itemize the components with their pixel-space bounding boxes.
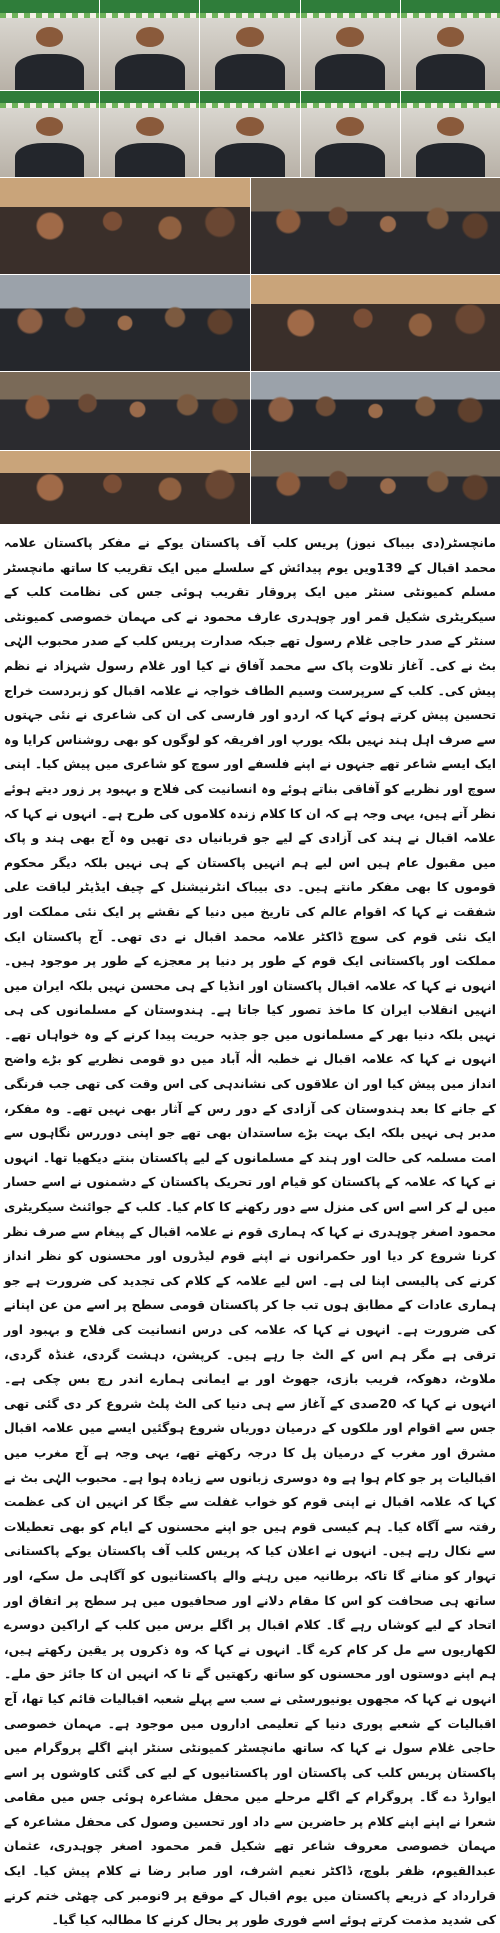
event-photo-collage	[0, 0, 500, 524]
photo-speaker	[200, 0, 300, 90]
photo-row-audience	[0, 372, 500, 450]
photo-row-audience	[0, 451, 500, 524]
photo-row-speakers	[0, 91, 500, 177]
article-body: مانچسٹر(دی بیباک نیوز) پریس کلب آف پاکستان یوکے نے مفکر پاکستان علامہ محمد اقبال کے 139ویں یوم پیدائش کے سلسلے میں ایک تقریب کا ساتھ مانچسٹر مسلم کمیونٹی سنٹر میں ایک پروقار تقریب ہوئی جس کی نظامت کلب کے سیکریٹری شکیل قمر اور چوہدری عارف محمود نے کی مہمان خصوصی کمیونٹی سنٹر کے صدر حاجی غلام رسول تھے جبکہ صدارت پریس کلب کے صدر محبوب الہٰی بٹ نے کی۔ آغاز تلاوت پاک سے محمد آفاق نے کیا اور غلام رسول شہزاد نے نظم پیش کی۔ کلب کے سرپرست وسیم الطاف خواجہ نے علامہ اقبال کو زبردست خراج تحسین پیش کرتے ہوئے کہا کہ اردو اور فارسی کی ان کی شاعری نے نئی جہتوں سے صرف اہل ہند نہیں بلکہ یورپ اور افریقہ کو لوگوں کو بھی روشناس کرایا وہ ایک ایسے شاعر تھے جنہوں نے اپنے فلسفے اور سوچ کو شاعری میں پیش کیا۔ اپنی سوچ اور نظریے کو آفاقی بناتے ہوئے وہ انسانیت کی فلاح و بہبود پر زور دیتے ہوئے نظر آتے ہیں، یہی وجہ ہے کہ ان کا کلام زندہ کلاموں کی طرح ہے۔ انہوں نے کہا کہ علامہ اقبال نے ہند کی آزادی کے لیے جو قربانیاں دی تھیں وہ آج بھی ہند و پاک میں مقبول عام ہیں اس لیے ہم انہیں پاکستان کے ہی نہیں بلکہ دیگر محکوم قوموں کا بھی مفکر مانتے ہیں۔ دی بیباک انٹرنیشنل کے چیف ایڈیٹر لیاقت علی شفقت نے کہا کہ اقوام عالم کی تاریخ میں دنیا کے نقشے پر ایک نئی مملکت اور ایک نئی قوم کی سوچ ڈاکٹر علامہ محمد اقبال نے دی تھی۔ آج پاکستان ایک مملکت اور پاکستانی ایک قوم کے طور پر دنیا پر معجزے کے طور پر موجود ہیں۔ انہوں نے کہا کہ علامہ اقبال پاکستان اور انڈیا کے ہی محسن نہیں بلکہ ایران میں انہیں انقلاب ایران کا ماخذ تصور کیا جاتا ہے۔ ہندوستان کے مسلمانوں کی ہی نہیں بلکہ دنیا بھر کے مسلمانوں میں جو جذبہ حریت پیدا کرنے کے وہ خواہاں تھے۔ انہوں نے کہا کہ علامہ اقبال نے خطبہ الٰہ آباد میں دو قومی نظریے کو بڑے واضح انداز میں پیش کیا اور ان علاقوں کی نشاندہی کی اس وقت کی تھی جب فرنگی کے جانے کا بعد ہندوستان کی آزادی کے دور رس کے آثار بھی نہیں تھے۔ وہ مفکر، مدبر ہی نہیں بلکہ ایک بہت بڑے ساستدان بھی تھے جو اپنی دوررس نگاہوں سے امت مسلمہ کی حالت اور ہند کے مسلمانوں کے لیے پاکستان بنتے دیکھیا تھا۔ انہوں نے کہا کہ علامہ کے پاکستان کو قیام اور تحریک پاکستان کے دشمنوں نے اسے حسار میں لے کر اسے اس کی منزل سے دور رکھنے کا کام کیا۔ کلب کے جوائنٹ سیکریٹری محمود اصغر چوہدری نے کہا کہ ہماری قوم نے علامہ اقبال کے پیغام سے صرف نظر کرنا شروع کر دیا اور حکمرانوں نے اپنے قوم لیڈروں اور محسنوں کو نظر انداز کرنے کی پالیسی اپنا لی ہے۔ اس لیے علامہ کے کلام کی تجدید کی ضرورت ہے جو ہماری عادات کے مطابق ہوں تب جا کر پاکستان قومی سطح پر اسے من عن اپنانے کی ضرورت ہے۔ انہوں نے کہا کہ علامہ کی درس انسانیت کی فلاح و بہبود اور ترقی ہے مگر ہم اس کے الٹ جا رہے ہیں۔ کرپشن، دہشت گردی، غنڈہ گردی، ملاوٹ، دھوکہ، فریب بازی، جھوٹ اور بے ایمانی ہمارے اندر رچ بس چکی ہے۔ انہوں نے کہا کہ 20صدی کے آغاز سے ہی دنیا کی الٹ پلٹ شروع کر دی گئی تھی جس سے اقوام اور ملکوں کے درمیان دوریاں شروع ہوگئیں ایسے میں علامہ اقبال مشرق اور مغرب کے درمیان پل کا درجہ رکھتے تھے، یہی وجہ ہے آج مغرب میں اقبالیات پر جو کام ہوا ہے وہ دوسری زبانوں سے زیادہ ہوا ہے۔ محبوب الہٰی بٹ نے کہا کہ علامہ اقبال نے اپنی قوم کو خواب غفلت سے جگا کر انہیں ان کی عظمت رفتہ سے آگاہ کیا۔ ہم کیسی قوم ہیں جو اپنے محسنوں کے ایام کو بھی تعطیلات سے نکال رہے ہیں۔ انہوں نے اعلان کیا کہ پریس کلب آف پاکستان یوکے پاکستانی تہوار کو منانے گا تاکہ برطانیہ میں رہنے والے پاکستانیوں کو آگاہی مل سکے، اور ساتھ ہی صحافت کو اس کا مقام دلانے اور صحافیوں میں ہر سطح پر اتفاق اور اتحاد کے لیے کوشاں رہے گا۔ کلام اقبال پر اگلے برس میں کلب کے اراکین دوسرے لکھاریوں سے مل کر کام کرے گا۔ انہوں نے کہا کہ وہ ذکروں پر یقین رکھتے ہیں، ہم اپنے دوستوں اور محسنوں کو ساتھ رکھتیں گے تا کہ انہیں ان کا جائز حق ملے۔ انہوں نے کہا کہ مجھوں یونیورسٹی نے سب سے پہلے شعبہ اقبالیات قائم کیا تھا، آج اقبالیات کے شعبے پوری دنیا کے تعلیمی اداروں میں موجود ہے۔ مہمان خصوصی حاجی غلام سول نے کہا کہ ساتھ مانچسٹر کمیونٹی سنٹر اپنے اگلے پروگرام میں پاکستان پریس کلب کی پاکستان اور پاکستانیوں کے لیے کی گئی کاوشوں پر اسے ایوارڈ دے گا۔ پروگرام کے اگلے مرحلے میں محفل مشاعرہ ہوئی جس میں مقامی شعرا نے اپنے اپنے کلام پر حاضرین سے داد اور تحسین وصول کی محفل مشاعرہ کے مہمان خصوصی معروف شاعر تھے شکیل قمر محمود اصغر چوہدری، عثمان عبدالقیوم، ظفر بلوچ، ڈاکٹر نعیم اشرف، اور صابر رضا نے کلام پیش کیا۔ ایک قرارداد کے ذریعے پاکستان میں یوم اقبال کے موقع پر 9نومبر کی چھٹی ختم کرنے کی شدید مذمت کرتے ہوئے اسے فوری طور پر بحال کرنے کا مطالبہ کیا گیا۔	[4, 531, 496, 1443]
photo-audience	[251, 178, 500, 274]
photo-audience	[251, 275, 500, 371]
photo-audience	[0, 372, 251, 450]
photo-speaker	[200, 91, 300, 177]
photo-speaker	[401, 0, 500, 90]
photo-speaker	[100, 0, 200, 90]
photo-audience	[0, 275, 251, 371]
photo-speaker	[0, 91, 100, 177]
photo-speaker	[0, 0, 100, 90]
photo-audience	[0, 451, 251, 524]
photo-speaker	[401, 91, 500, 177]
photo-speaker	[301, 0, 401, 90]
photo-audience	[0, 178, 251, 274]
photo-audience	[251, 451, 500, 524]
photo-speaker	[301, 91, 401, 177]
photo-row-audience	[0, 178, 500, 274]
photo-row-audience	[0, 275, 500, 371]
photo-row-speakers	[0, 0, 500, 90]
photo-audience	[251, 372, 500, 450]
photo-speaker	[100, 91, 200, 177]
